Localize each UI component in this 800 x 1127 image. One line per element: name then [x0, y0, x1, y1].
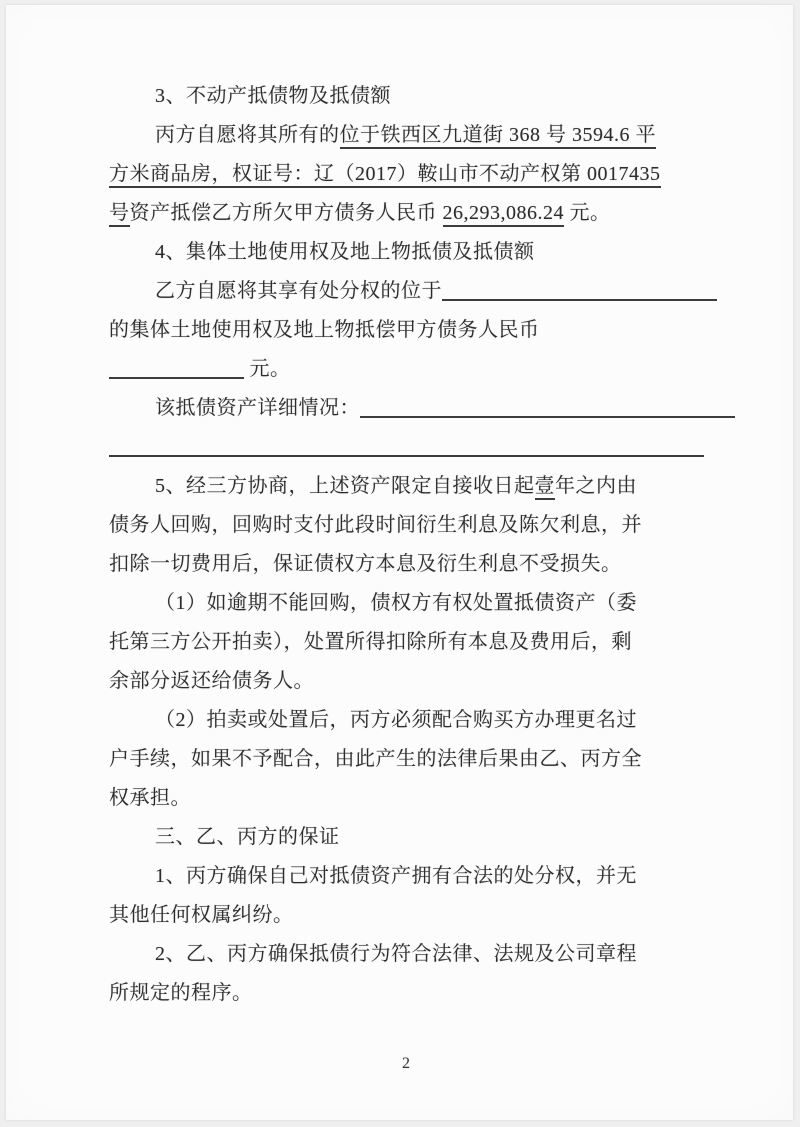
text-run: 所规定的程序。 — [109, 982, 253, 1004]
text-run: 债务人回购，回购时支付此段时间衍生利息及陈欠利息，并 — [109, 514, 642, 536]
text-run: 年之内由 — [555, 475, 637, 497]
underlined-text-run: 位于铁西区九道街 368 号 3594.6 平 — [340, 124, 657, 149]
underlined-text-run: 号 — [109, 202, 130, 227]
para-line — [109, 779, 724, 818]
text-run: 三、乙、丙方的保证 — [155, 826, 340, 848]
heading-section-4 — [109, 233, 724, 272]
para-line — [109, 467, 724, 506]
para-line — [109, 584, 724, 623]
text-run: 4、集体土地使用权及地上物抵债及抵债额 — [155, 241, 535, 263]
para-line — [109, 194, 724, 233]
text-run: （2）拍卖或处置后，丙方必须配合购买方办理更名过 — [155, 709, 637, 731]
para-line — [109, 506, 724, 545]
para-line — [109, 428, 724, 467]
text-run: 元。 — [564, 202, 611, 224]
underlined-amount: 26,293,086.24 — [443, 202, 565, 227]
para-line — [109, 974, 724, 1013]
para-line — [109, 740, 724, 779]
underlined-text-run: 壹 — [535, 475, 556, 500]
text-run: 2、乙、丙方确保抵债行为符合法律、法规及公司章程 — [155, 943, 637, 965]
para-line — [109, 896, 724, 935]
text-run: 的集体土地使用权及地上物抵偿甲方债务人民币 — [109, 319, 540, 341]
text-run: 权承担。 — [109, 787, 191, 809]
para-line — [109, 935, 724, 974]
para-line — [109, 389, 724, 428]
para-line — [109, 701, 724, 740]
heading-section-three — [109, 818, 724, 857]
para-line — [109, 857, 724, 896]
blank-underline-field — [109, 357, 244, 379]
text-run: 5、经三方协商，上述资产限定自接收日起 — [155, 475, 535, 497]
text-run: 扣除一切费用后，保证债权方本息及衍生利息不受损失。 — [109, 553, 622, 575]
text-run: 3、不动产抵债物及抵债额 — [155, 85, 391, 107]
document-page — [6, 5, 793, 1120]
para-line — [109, 350, 724, 389]
text-run: 其他任何权属纠纷。 — [109, 904, 294, 926]
text-run: 1、丙方确保自己对抵债资产拥有合法的处分权，并无 — [155, 865, 637, 887]
para-line — [109, 116, 724, 155]
para-line — [109, 272, 724, 311]
text-run: 余部分返还给债务人。 — [109, 670, 314, 692]
para-line — [109, 545, 724, 584]
para-line — [109, 623, 724, 662]
para-line — [109, 311, 724, 350]
document-body — [109, 77, 724, 1013]
text-run: 资产抵偿乙方所欠甲方债务人民币 — [129, 202, 443, 224]
text-run: 元。 — [244, 358, 291, 380]
text-run: 丙方自愿将其所有的 — [155, 124, 340, 146]
underlined-text-run: 方米商品房，权证号：辽（2017）鞍山市不动产权第 0017435 — [109, 163, 661, 188]
para-line — [109, 662, 724, 701]
blank-underline-field — [442, 279, 717, 301]
heading-section-3 — [109, 77, 724, 116]
blank-underline-field — [109, 435, 704, 457]
text-run: 托第三方公开拍卖），处置所得扣除所有本息及费用后，剩 — [109, 631, 632, 653]
para-line — [109, 155, 724, 194]
text-run: （1）如逾期不能回购，债权方有权处置抵债资产（委 — [155, 592, 637, 614]
text-run: 该抵债资产详细情况： — [155, 397, 360, 419]
page-number: 2 — [402, 1055, 410, 1072]
text-run: 户手续，如果不予配合，由此产生的法律后果由乙、丙方全 — [109, 748, 642, 770]
blank-underline-field — [360, 396, 735, 418]
text-run: 乙方自愿将其享有处分权的位于 — [155, 280, 442, 302]
